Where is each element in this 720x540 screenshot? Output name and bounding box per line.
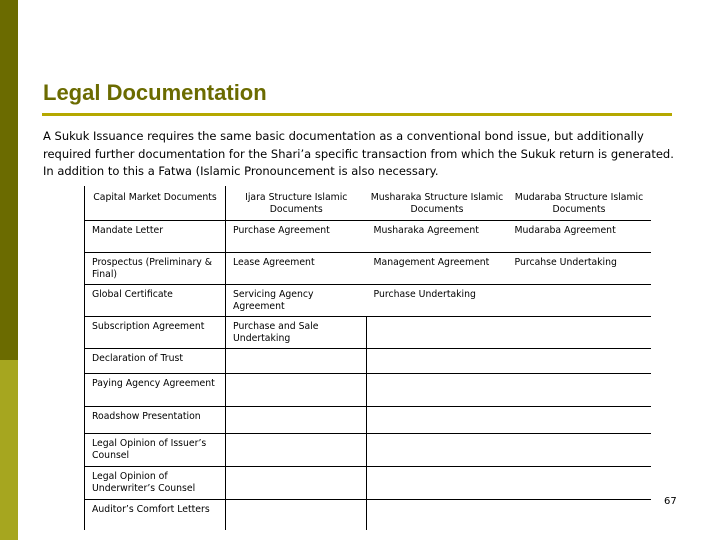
table-cell [367,317,508,349]
table-cell [226,407,367,434]
table-cell: Purchase Undertaking [367,285,508,317]
table-cell [367,500,508,531]
table-cell: Global Certificate [85,285,226,317]
table-row [85,221,651,253]
table-cell: Mandate Letter [85,221,226,253]
table-cell [367,407,508,434]
table-cell: Prospectus (Preliminary & Final) [85,253,226,285]
table-cell [508,407,651,434]
table-cell: Mudaraba Agreement [508,221,651,253]
table-cell [367,349,508,374]
table-cell: Declaration of Trust [85,349,226,374]
header-mudaraba: Mudaraba Structure Islamic Documents [508,186,651,221]
table-cell [508,349,651,374]
table-row [85,500,651,531]
table-cell: Servicing Agency Agreement [226,285,367,317]
table-row [85,434,651,467]
table-cell: Legal Opinion of Underwriter’s Counsel [85,467,226,500]
table-cell: Auditor’s Comfort Letters [85,500,226,531]
table-cell [226,434,367,467]
table-cell: Purcahse Undertaking [508,253,651,285]
table-cell: Roadshow Presentation [85,407,226,434]
header-capital-market: Capital Market Documents [85,186,226,221]
header-musharaka: Musharaka Structure Islamic Documents [367,186,508,221]
table-row [85,374,651,407]
table-cell [508,285,651,317]
sidebar-bar-light [0,360,18,540]
page-title: Legal Documentation [43,80,267,105]
table-cell [508,317,651,349]
table-cell [508,434,651,467]
table-cell [508,467,651,500]
table-row [85,349,651,374]
intro-paragraph: A Sukuk Issuance requires the same basic documentation as a conventional bond issue, but additionally required further documentation for the Shari’a specific transaction from which the Sukuk return is generated. In addition to this a Fatwa (Islamic Pronouncement is also necessary. [43,129,674,178]
sidebar-bar-dark [0,0,18,360]
table-cell [226,374,367,407]
title-underline [42,113,672,116]
table-cell [367,434,508,467]
table-row [85,285,651,317]
table-cell [226,467,367,500]
table-cell: Purchase and Sale Undertaking [226,317,367,349]
table-cell: Subscription Agreement [85,317,226,349]
table-cell: Musharaka Agreement [367,221,508,253]
table-cell [226,500,367,531]
table-row [85,467,651,500]
table-cell: Lease Agreement [226,253,367,285]
table-cell: Paying Agency Agreement [85,374,226,407]
table-cell: Purchase Agreement [226,221,367,253]
table-cell [508,500,651,531]
table-cell: Management Agreement [367,253,508,285]
table-cell [367,467,508,500]
documentation-table [84,186,651,530]
table-row [85,317,651,349]
table-row [85,253,651,285]
table-cell [367,374,508,407]
table-cell: Legal Opinion of Issuer’s Counsel [85,434,226,467]
table-cell [226,349,367,374]
header-ijara: Ijara Structure Islamic Documents [226,186,367,221]
page-number: 67 [664,496,677,507]
table-cell [508,374,651,407]
table-row [85,407,651,434]
